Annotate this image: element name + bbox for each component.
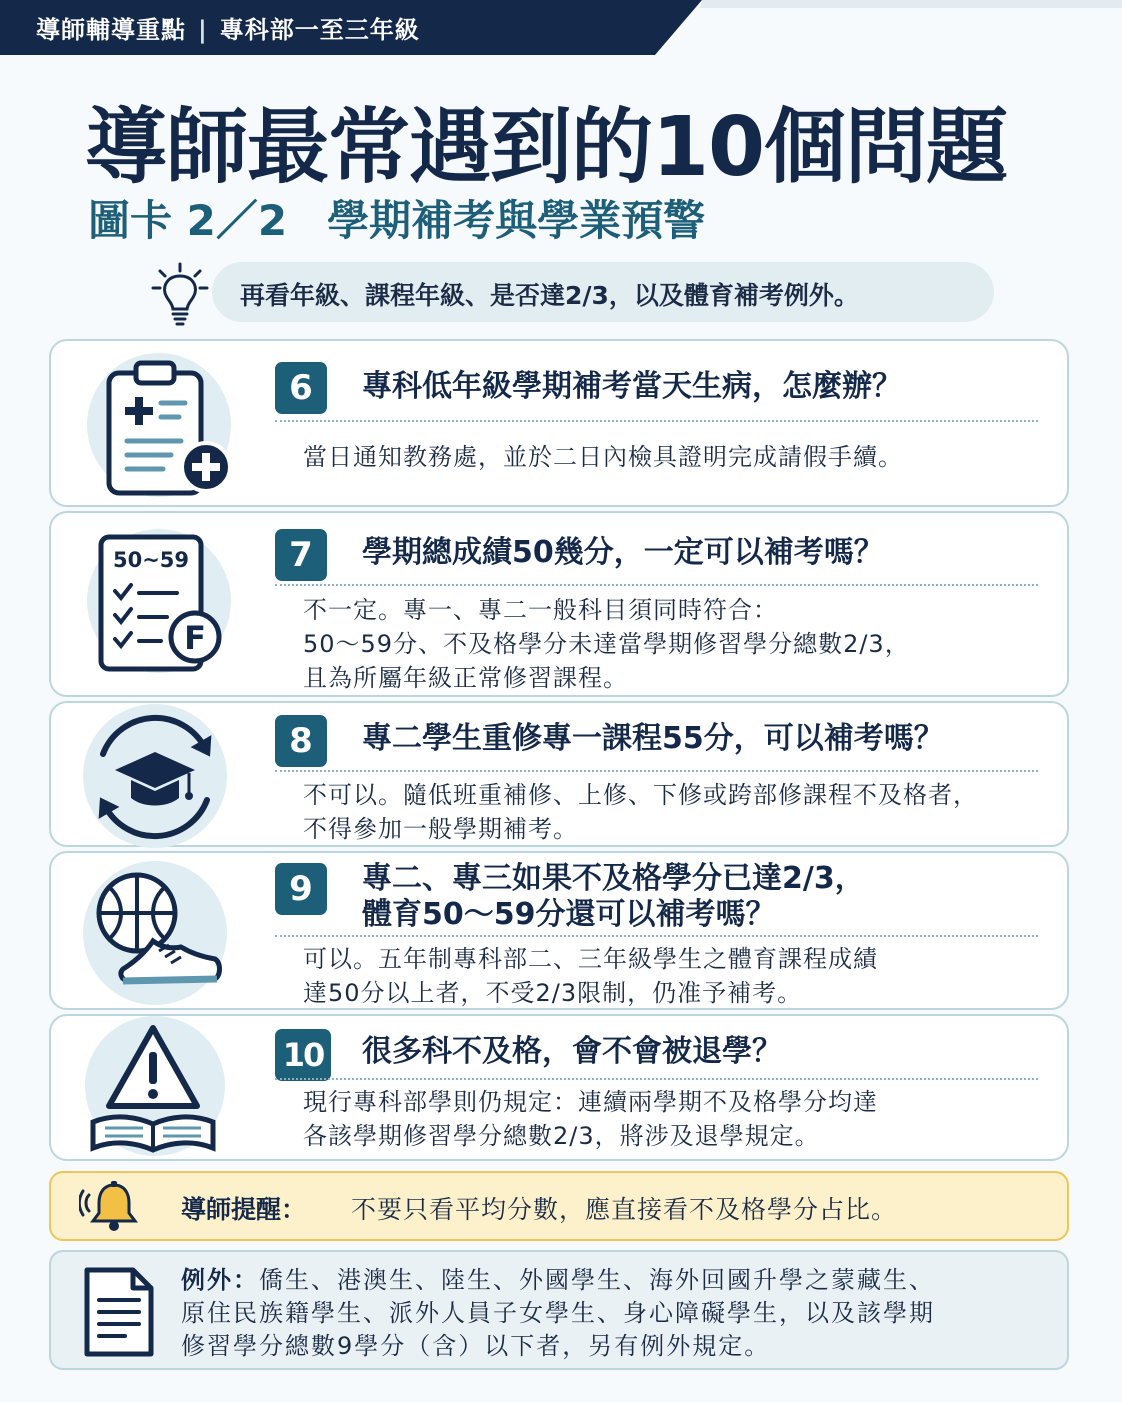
exception-line: 修習學分總數9學分（含）以下者，另有例外規定。 <box>181 1332 771 1360</box>
question-card-7 <box>49 511 1069 697</box>
warning-book-icon <box>73 1010 233 1170</box>
reminder-text: 不要只看平均分數，應直接看不及格學分占比。 <box>351 1195 898 1224</box>
question-number: 6 <box>275 362 327 414</box>
card-number: 圖卡 2／2 <box>88 196 288 245</box>
question-card-10 <box>49 1014 1069 1161</box>
question-card-6 <box>49 339 1069 507</box>
question-title-line: 專二、專三如果不及格學分已達2/3， <box>362 861 865 896</box>
divider <box>275 420 1038 422</box>
question-card-8 <box>49 701 1069 847</box>
answer-line: 不一定。專一、專二一般科目須同時符合： <box>303 596 778 624</box>
divider <box>275 770 1038 772</box>
question-number: 10 <box>275 1029 331 1081</box>
answer-line: 可以。五年制專科部二、三年級學生之體育課程成績 <box>303 945 878 973</box>
tutor-reminder <box>49 1171 1069 1241</box>
question-number: 7 <box>275 529 327 581</box>
question-title <box>362 1034 782 1070</box>
banner-right: 專科部一至三年級 <box>219 16 420 44</box>
tip-banner <box>212 262 994 322</box>
question-title <box>362 535 884 571</box>
answer-line: 現行專科部學則仍規定：連續兩學期不及格學分均達 <box>303 1088 878 1116</box>
graduation-cap-cycle-icon <box>73 696 233 856</box>
question-title-line: 專二學生重修專一課程55分，可以補考嗎？ <box>362 721 944 756</box>
top-banner <box>0 0 1122 55</box>
lightbulb-icon <box>150 262 210 326</box>
question-title-line: 專科低年級學期補考當天生病，怎麼辦？ <box>362 369 902 404</box>
question-title-line: 體育50～59分還可以補考嗎？ <box>362 897 776 932</box>
question-answer <box>303 778 978 846</box>
page-title: 導師最常遇到的10個問題 <box>85 100 1008 195</box>
exception-label: 例外： <box>181 1266 259 1294</box>
basketball-sneaker-icon <box>73 853 233 1013</box>
card-topic: 學期補考與學業預警 <box>327 196 706 245</box>
svg-text:F: F <box>184 619 206 657</box>
document-icon <box>81 1266 157 1358</box>
exception-line: 僑生、港澳生、陸生、外國學生、海外回國升學之蒙藏生、 <box>259 1266 935 1294</box>
banner-text <box>36 10 420 45</box>
divider <box>275 1078 1038 1080</box>
answer-line: 各該學期修習學分總數2/3，將涉及退學規定。 <box>303 1122 820 1150</box>
answer-line: 當日通知教務處，並於二日內檢具證明完成請假手續。 <box>303 443 903 471</box>
answer-line: 不得參加一般學期補考。 <box>303 815 578 843</box>
question-title-line: 學期總成績50幾分，一定可以補考嗎？ <box>362 535 884 570</box>
question-card-9 <box>49 851 1069 1010</box>
answer-line: 達50分以上者，不受2/3限制，仍准予補考。 <box>303 979 803 1007</box>
question-number: 9 <box>275 863 327 915</box>
grade-checklist-icon <box>73 521 233 681</box>
reminder-label: 導師提醒： <box>181 1195 307 1224</box>
question-title <box>362 369 902 405</box>
clipboard-medical-icon <box>73 345 233 505</box>
banner-left: 導師輔導重點 <box>36 16 186 44</box>
divider <box>275 584 1038 586</box>
bell-icon <box>79 1179 149 1235</box>
question-title <box>362 721 944 757</box>
tip-text: 再看年級、課程年級、是否達2/3，以及體育補考例外。 <box>240 281 859 310</box>
exception-line: 原住民族籍學生、派外人員子女學生、身心障礙學生，以及該學期 <box>181 1299 935 1327</box>
grade-range-label: 50~59 <box>112 548 190 572</box>
answer-line: 且為所屬年級正常修習課程。 <box>303 664 628 692</box>
question-number: 8 <box>275 715 327 767</box>
answer-line: 不可以。隨低班重補修、上修、下修或跨部修課程不及格者， <box>303 781 978 809</box>
answer-line: 50～59分、不及格學分未達當學期修習學分總數2/3， <box>303 630 910 658</box>
question-answer <box>303 942 878 1010</box>
exception-note <box>49 1250 1069 1370</box>
banner-separator: | <box>198 16 208 44</box>
divider <box>275 935 1038 937</box>
question-title-line: 很多科不及格，會不會被退學？ <box>362 1034 782 1069</box>
page-subtitle <box>88 188 705 248</box>
question-answer <box>303 1085 878 1153</box>
exception-text <box>181 1264 935 1363</box>
question-answer <box>303 440 903 474</box>
question-answer <box>303 593 910 695</box>
question-title <box>362 861 865 933</box>
